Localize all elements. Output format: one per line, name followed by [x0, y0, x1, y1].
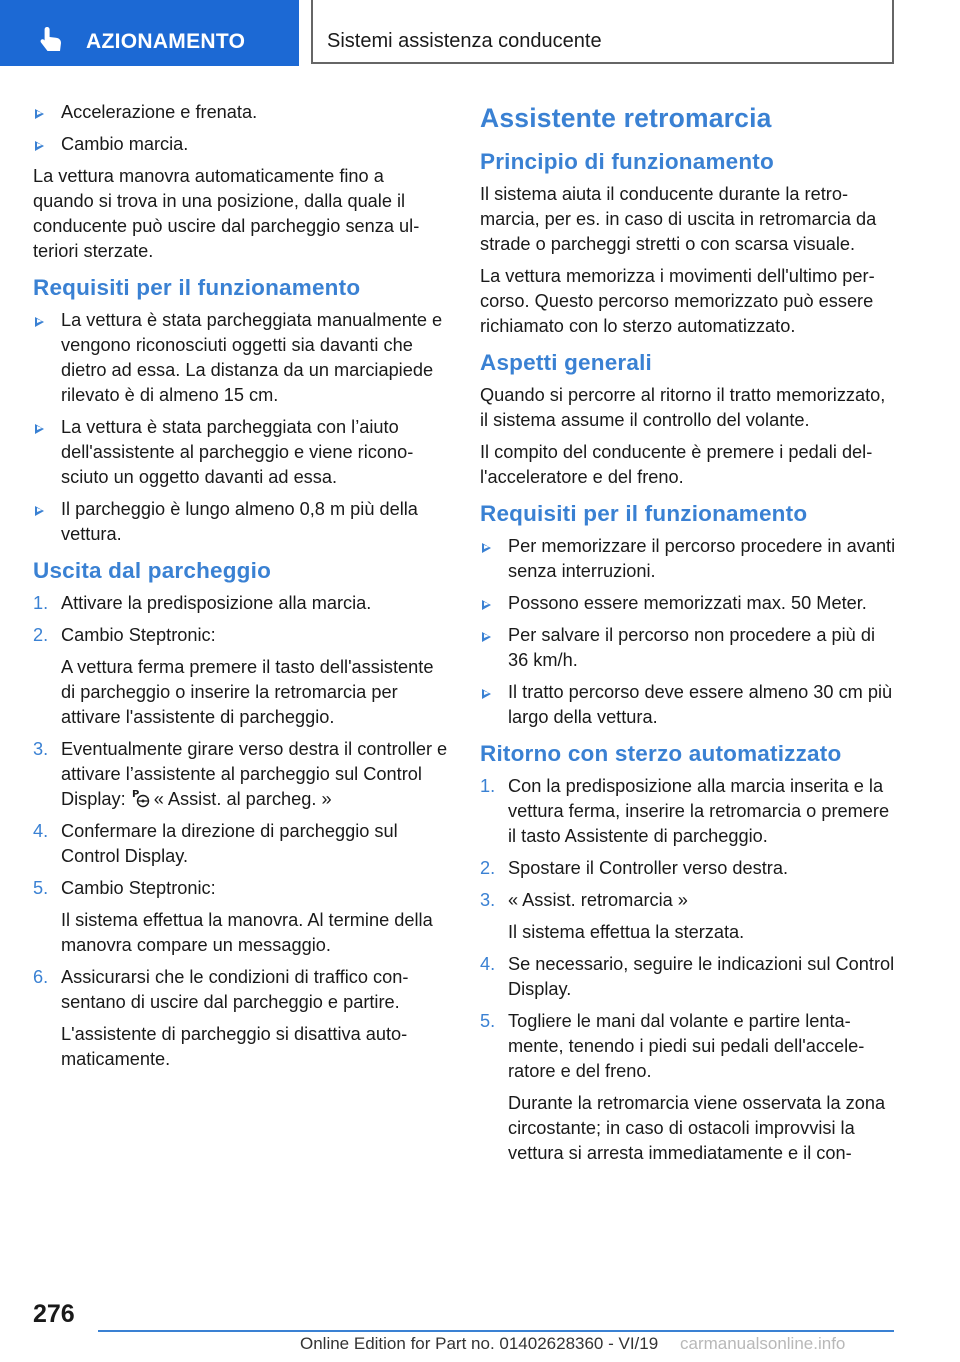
top-bullet-list	[33, 100, 448, 157]
list-item: Possono essere memorizzati max. 50 Meter.	[480, 591, 898, 616]
list-item: 5. Cambio Steptronic: Il sistema effettua la manovra. Al termine della manovra compare un messaggio.	[33, 878, 433, 955]
triangle-bullet-icon	[35, 506, 44, 516]
list-item: 1. Attivare la predisposizione alla marcia.	[33, 593, 372, 613]
principle-paragraph-2: La vettura memorizza i movimenti dell'ultimo percorso. Questo percorso memorizzato può essere richiamato con lo sterzo automatizzato.	[480, 266, 875, 336]
requirements-list	[33, 308, 448, 547]
triangle-bullet-icon	[482, 543, 491, 553]
list-item: Per memorizzare il percorso procedere in avanti senza interruzioni.	[480, 534, 898, 584]
page-header	[0, 0, 960, 66]
left-column	[33, 100, 448, 1079]
return-heading: Ritorno con sterzo automatizzato	[480, 741, 842, 766]
general-heading: Aspetti generali	[480, 350, 652, 375]
return-steps-list	[480, 774, 898, 1166]
section-title: Sistemi assistenza conducente	[327, 30, 602, 52]
svg-text:P: P	[131, 789, 140, 800]
list-item: La vettura è stata parcheggiata con l’aiuto dell'assistente al parcheggio e viene riconosciuto un oggetto davanti ad essa.	[33, 415, 448, 490]
page-number: 276	[33, 1300, 75, 1328]
principle-paragraph-1: Il sistema aiuta il conducente durante la retromarcia, per es. in caso di uscita in retromarcia da strade o parcheggi stretti o con scarsa visuale.	[480, 184, 877, 254]
watermark-text: carmanualsonline.info	[680, 1334, 846, 1353]
section-title-box	[311, 0, 894, 64]
list-item: 4. Confermare la direzione di parcheggio sul Control Display.	[33, 821, 398, 866]
page-footer	[0, 1290, 960, 1362]
exit-heading: Uscita dal parcheggio	[33, 558, 272, 583]
list-item: 4. Se necessario, seguire le indicazioni sul Control Display.	[480, 954, 895, 999]
triangle-bullet-icon	[35, 424, 44, 434]
triangle-bullet-icon	[35, 109, 44, 119]
list-item: 5. Togliere le mani dal volante e partire lentamente, tenendo i piedi sui pedali dell'acceleratore e del freno. Durante la retromarcia viene osservata la zona circostante; in caso di ostacoli improvvisi la vettura si arresta immediatamente e il con-	[480, 1011, 886, 1163]
triangle-bullet-icon	[482, 600, 491, 610]
list-item: 3. Eventualmente girare verso destra il controller e attivare l’assistente al parcheggio sul Control Display: P « Assist. al parcheg. »	[33, 739, 448, 809]
page-title: Assistente retromarcia	[480, 103, 772, 133]
principle-heading: Principio di funzionamento	[480, 149, 774, 174]
list-item: Accelerazione e frenata.	[33, 100, 448, 125]
list-item: Per salvare il percorso non procedere a più di 36 km/h.	[480, 623, 898, 673]
triangle-bullet-icon	[482, 689, 491, 699]
list-item: Il parcheggio è lungo almeno 0,8 m più della vettura.	[33, 497, 448, 547]
intro-paragraph: La vettura manovra automaticamente fino a quando si trova in una posizione, dalla quale il conducente può uscire dal parcheggio senza ulteriori sterzate.	[33, 166, 420, 261]
requirements-heading: Requisiti per il funzionamento	[480, 501, 808, 526]
list-item: Cambio marcia.	[33, 132, 448, 157]
triangle-bullet-icon	[482, 632, 491, 642]
list-item: 1. Con la predisposizione alla marcia inserita e la vettura ferma, inserire la retromarcia o premere il tasto Assistente di parcheggio.	[480, 776, 890, 846]
requirements-heading: Requisiti per il funzionamento	[33, 275, 361, 300]
general-paragraph-1: Quando si percorre al ritorno il tratto memorizzato, il sistema assume il controllo del volante.	[480, 385, 886, 430]
parking-assist-icon	[132, 788, 150, 808]
edition-text: Online Edition for Part no. 01402628360 - VI/19	[300, 1334, 659, 1353]
list-item: Il tratto percorso deve essere almeno 30 cm più largo della vettura.	[480, 680, 898, 730]
exit-steps-list	[33, 591, 448, 1072]
list-item: La vettura è stata parcheggiata manualmente e vengono riconosciuti oggetti sia davanti che dietro ad essa. La distanza da un marciapiede rilevato è di almeno 15 cm.	[33, 308, 448, 408]
requirements-list	[480, 534, 898, 730]
chapter-label: AZIONAMENTO	[86, 30, 246, 53]
right-column	[480, 100, 898, 1173]
list-item: 6. Assicurarsi che le condizioni di traffico consentano di uscire dal parcheggio e partire. L'assistente di parcheggio si disattiva automaticamente.	[33, 967, 409, 1069]
general-paragraph-2: Il compito del conducente è premere i pedali dell'acceleratore e del freno.	[480, 442, 873, 487]
list-item: 2. Cambio Steptronic: A vettura ferma premere il tasto dell'assistente di parcheggio o inserire la retromarcia per attivare l'assistente di parcheggio.	[33, 625, 434, 727]
list-item: 2. Spostare il Controller verso destra.	[480, 858, 789, 878]
footer-divider	[98, 1330, 894, 1332]
triangle-bullet-icon	[35, 141, 44, 151]
list-item: 3. « Assist. retromarcia » Il sistema effettua la sterzata.	[480, 890, 745, 942]
hand-pointer-icon	[36, 24, 66, 54]
chapter-tab	[0, 0, 299, 66]
triangle-bullet-icon	[35, 317, 44, 327]
